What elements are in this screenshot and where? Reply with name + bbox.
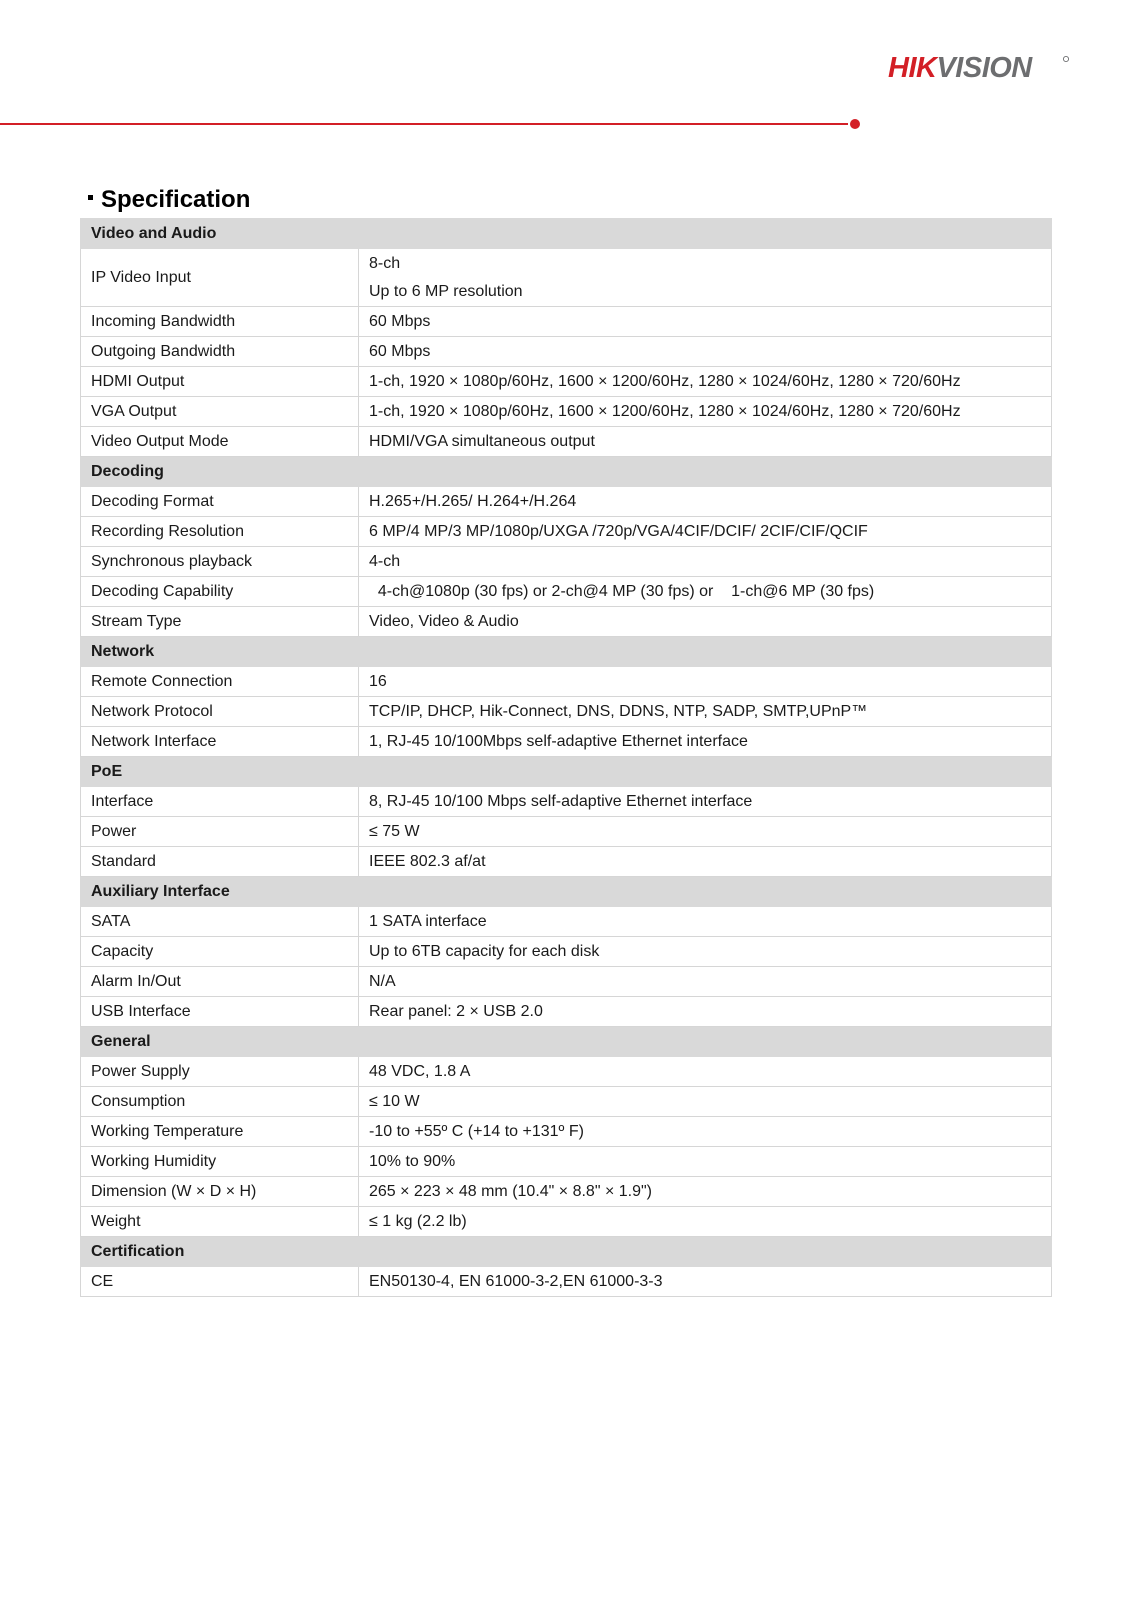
spec-value-cell: [359, 1177, 1052, 1207]
spec-value: IEEE 802.3 af/at: [369, 852, 486, 870]
section-title: Network: [81, 637, 1052, 667]
spec-label: Dimension (W × D × H): [81, 1177, 359, 1207]
spec-label: Working Humidity: [81, 1147, 359, 1177]
spec-value: HDMI/VGA simultaneous output: [369, 432, 595, 450]
section-title: Certification: [81, 1237, 1052, 1267]
spec-value: H.265+/H.265/ H.264+/H.264: [369, 492, 577, 510]
spec-value: 1 SATA interface: [369, 912, 487, 930]
spec-value: 1-ch, 1920 × 1080p/60Hz, 1600 × 1200/60Hz, 1280 × 1024/60Hz, 1280 × 720/60Hz: [369, 402, 961, 420]
spec-value: 8-ch: [369, 254, 401, 272]
page-heading-text: Specification: [101, 186, 251, 213]
specification-table: [80, 218, 1052, 1297]
spec-row: [81, 1117, 1052, 1147]
spec-value: Rear panel: 2 × USB 2.0: [369, 1002, 543, 1020]
spec-row: [81, 427, 1052, 457]
spec-row: [81, 397, 1052, 427]
spec-value-cell: [359, 307, 1052, 337]
specification-table-body: [81, 219, 1052, 1297]
spec-value-cell: [359, 967, 1052, 997]
spec-value: Up to 6 MP resolution: [369, 282, 523, 300]
spec-value-cell: [359, 847, 1052, 877]
section-header-row: [81, 757, 1052, 787]
section-title: PoE: [81, 757, 1052, 787]
spec-label: Decoding Capability: [81, 577, 359, 607]
spec-label: VGA Output: [81, 397, 359, 427]
spec-value: 4-ch: [369, 552, 401, 570]
spec-row: [81, 1177, 1052, 1207]
heading-bullet: [88, 195, 93, 200]
spec-label: Network Interface: [81, 727, 359, 757]
spec-value-cell: [359, 547, 1052, 577]
spec-value-cell: [359, 427, 1052, 457]
spec-row: [81, 517, 1052, 547]
spec-value-cell: [359, 517, 1052, 547]
spec-value: 16: [369, 672, 387, 690]
spec-row: [81, 697, 1052, 727]
spec-label: SATA: [81, 907, 359, 937]
section-header-row: [81, 457, 1052, 487]
spec-row: [81, 907, 1052, 937]
spec-row: [81, 787, 1052, 817]
svg-text:HIKVISION: HIKVISION: [888, 52, 1032, 84]
spec-value-cell: [359, 907, 1052, 937]
spec-value-cell: [359, 397, 1052, 427]
spec-value: 60 Mbps: [369, 342, 431, 360]
spec-label: Power Supply: [81, 1057, 359, 1087]
spec-label: Remote Connection: [81, 667, 359, 697]
section-header-row: [81, 637, 1052, 667]
spec-value: ≤ 75 W: [369, 822, 420, 840]
spec-row: [81, 817, 1052, 847]
section-header-row: [81, 1237, 1052, 1267]
spec-value: 60 Mbps: [369, 312, 431, 330]
spec-label: Working Temperature: [81, 1117, 359, 1147]
spec-label: Outgoing Bandwidth: [81, 337, 359, 367]
spec-row: [81, 1207, 1052, 1237]
spec-label: Capacity: [81, 937, 359, 967]
spec-value-cell: [359, 817, 1052, 847]
spec-value-cell: [359, 937, 1052, 967]
spec-value: 1, RJ-45 10/100Mbps self-adaptive Ethernet interface: [369, 732, 748, 750]
spec-row: [81, 997, 1052, 1027]
spec-value: 265 × 223 × 48 mm (10.4" × 8.8" × 1.9"): [369, 1182, 652, 1200]
spec-label: Synchronous playback: [81, 547, 359, 577]
spec-value-cell: [359, 787, 1052, 817]
spec-row: [81, 847, 1052, 877]
spec-value-cell: [359, 997, 1052, 1027]
spec-value-cell: [359, 1087, 1052, 1117]
spec-row: [81, 1147, 1052, 1177]
header-rule: [0, 123, 848, 125]
page-heading: [88, 186, 250, 214]
spec-label: Network Protocol: [81, 697, 359, 727]
spec-row: [81, 577, 1052, 607]
spec-value-cell: [359, 667, 1052, 697]
spec-label: Recording Resolution: [81, 517, 359, 547]
spec-value-cell: [359, 1267, 1052, 1297]
spec-row: [81, 367, 1052, 397]
spec-label: Consumption: [81, 1087, 359, 1117]
spec-value: TCP/IP, DHCP, Hik-Connect, DNS, DDNS, NTP, SADP, SMTP,UPnP™: [369, 702, 868, 720]
section-header-row: [81, 219, 1052, 249]
hikvision-logo: [888, 50, 1078, 86]
spec-label: Interface: [81, 787, 359, 817]
spec-value-cell: [359, 367, 1052, 397]
spec-value: 48 VDC, 1.8 A: [369, 1062, 471, 1080]
section-title: Decoding: [81, 457, 1052, 487]
section-title: Auxiliary Interface: [81, 877, 1052, 907]
spec-row: [81, 1267, 1052, 1297]
section-header-row: [81, 1027, 1052, 1057]
spec-label: Decoding Format: [81, 487, 359, 517]
spec-value-cell: [359, 1057, 1052, 1087]
spec-row: [81, 249, 1052, 307]
spec-value-cell: [359, 1117, 1052, 1147]
spec-value-cell: [359, 697, 1052, 727]
spec-value: Video, Video & Audio: [369, 612, 519, 630]
spec-value-cell: [359, 337, 1052, 367]
spec-row: [81, 547, 1052, 577]
spec-label: Power: [81, 817, 359, 847]
spec-row: [81, 967, 1052, 997]
spec-value-cell: [359, 1207, 1052, 1237]
spec-row: [81, 337, 1052, 367]
spec-row: [81, 1087, 1052, 1117]
spec-row: [81, 727, 1052, 757]
spec-label: USB Interface: [81, 997, 359, 1027]
spec-row: [81, 487, 1052, 517]
spec-value: ≤ 1 kg (2.2 lb): [369, 1212, 467, 1230]
spec-value-cell: [359, 727, 1052, 757]
header-rule-dot: [850, 119, 860, 129]
spec-label: Standard: [81, 847, 359, 877]
spec-value: -10 to +55º C (+14 to +131º F): [369, 1122, 584, 1140]
section-header-row: [81, 877, 1052, 907]
spec-value: 4-ch@1080p (30 fps) or 2-ch@4 MP (30 fps) or 1-ch@6 MP (30 fps): [369, 582, 875, 600]
spec-row: [81, 937, 1052, 967]
spec-value: 1-ch, 1920 × 1080p/60Hz, 1600 × 1200/60Hz, 1280 × 1024/60Hz, 1280 × 720/60Hz: [369, 372, 961, 390]
spec-value-cell: [359, 487, 1052, 517]
spec-row: [81, 1057, 1052, 1087]
spec-value: 8, RJ-45 10/100 Mbps self-adaptive Ethernet interface: [369, 792, 753, 810]
spec-label: IP Video Input: [81, 249, 359, 307]
spec-row: [81, 607, 1052, 637]
spec-row: [81, 307, 1052, 337]
spec-value-cell: [359, 1147, 1052, 1177]
spec-value: Up to 6TB capacity for each disk: [369, 942, 600, 960]
spec-label: Stream Type: [81, 607, 359, 637]
section-title: General: [81, 1027, 1052, 1057]
spec-value-cell: [359, 577, 1052, 607]
spec-value: EN50130-4, EN 61000-3-2,EN 61000-3-3: [369, 1272, 663, 1290]
spec-value-cell: [359, 607, 1052, 637]
spec-row: [81, 667, 1052, 697]
spec-label: Video Output Mode: [81, 427, 359, 457]
spec-label: Weight: [81, 1207, 359, 1237]
spec-value: 10% to 90%: [369, 1152, 456, 1170]
spec-label: HDMI Output: [81, 367, 359, 397]
spec-value-cell: [359, 249, 1052, 307]
spec-value: 6 MP/4 MP/3 MP/1080p/UXGA /720p/VGA/4CIF/DCIF/ 2CIF/CIF/QCIF: [369, 522, 868, 540]
section-title: Video and Audio: [81, 219, 1052, 249]
spec-label: Incoming Bandwidth: [81, 307, 359, 337]
spec-label: CE: [81, 1267, 359, 1297]
spec-value: N/A: [369, 972, 396, 990]
spec-label: Alarm In/Out: [81, 967, 359, 997]
spec-value: ≤ 10 W: [369, 1092, 420, 1110]
